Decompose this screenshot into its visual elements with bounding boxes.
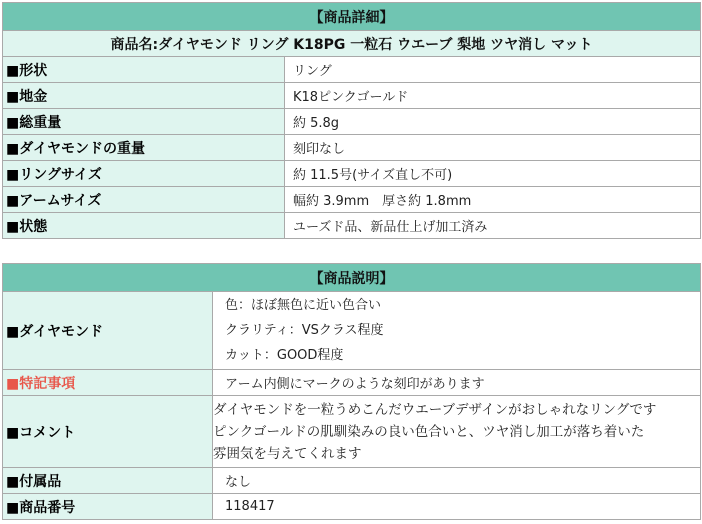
description-header: 【商品説明】 — [3, 264, 701, 292]
comment-label: ■コメント — [3, 396, 213, 468]
detail-row-ring-size — [3, 161, 701, 187]
description-row-comment — [3, 396, 701, 468]
detail-value: K18ピンクゴールド — [285, 83, 701, 109]
detail-value: 約 11.5号(サイズ直し不可) — [285, 161, 701, 187]
detail-row-condition — [3, 213, 701, 239]
details-header: 【商品詳細】 — [3, 3, 701, 31]
details-table — [2, 2, 701, 239]
detail-row-diamond-weight — [3, 135, 701, 161]
diamond-clarity-line: クラリティ：VSクラス程度 — [225, 323, 384, 338]
detail-value: 幅約 3.9mm 厚さ約 1.8mm — [285, 187, 701, 213]
description-row-diamond — [3, 292, 701, 370]
accessories-value: なし — [213, 468, 701, 494]
detail-label: ■アームサイズ — [3, 187, 285, 213]
comment-line: ピンクゴールドの肌馴染みの良い色合いと、ツヤ消し加工が落ち着いた — [213, 423, 645, 440]
detail-row-weight — [3, 109, 701, 135]
accessories-label: ■付属品 — [3, 468, 213, 494]
detail-label: ■ダイヤモンドの重量 — [3, 135, 285, 161]
product-number-value: 118417 — [213, 494, 701, 520]
detail-row-metal — [3, 83, 701, 109]
detail-label: ■総重量 — [3, 109, 285, 135]
detail-value: リング — [285, 57, 701, 83]
description-row-accessories — [3, 468, 701, 494]
detail-label: ■形状 — [3, 57, 285, 83]
detail-row-arm-size — [3, 187, 701, 213]
detail-label: ■地金 — [3, 83, 285, 109]
description-row-notes — [3, 370, 701, 396]
detail-row-shape — [3, 57, 701, 83]
diamond-color-line: 色：ほぼ無色に近い色合い — [225, 298, 382, 313]
detail-value: 約 5.8g — [285, 109, 701, 135]
diamond-label: ■ダイヤモンド — [3, 292, 213, 370]
detail-value: ユーズド品、新品仕上げ加工済み — [285, 213, 701, 239]
detail-value: 刻印なし — [285, 135, 701, 161]
diamond-cut-line: カット：GOOD程度 — [225, 348, 344, 363]
detail-label: ■リングサイズ — [3, 161, 285, 187]
comment-text — [213, 396, 701, 468]
notes-value: アーム内側にマークのような刻印があります — [213, 370, 701, 396]
notes-label: ■特記事項 — [3, 370, 213, 396]
diamond-specs — [213, 292, 701, 370]
product-name: 商品名:ダイヤモンド リング K18PG 一粒石 ウエーブ 梨地 ツヤ消し マット — [3, 31, 701, 57]
comment-line: 雰囲気を与えてくれます — [213, 445, 362, 462]
product-number-label: ■商品番号 — [3, 494, 213, 520]
description-row-product-number — [3, 494, 701, 520]
detail-label: ■状態 — [3, 213, 285, 239]
comment-line: ダイヤモンドを一粒うめこんだウエーブデザインがおしゃれなリングです — [213, 401, 657, 418]
description-table — [2, 263, 701, 520]
